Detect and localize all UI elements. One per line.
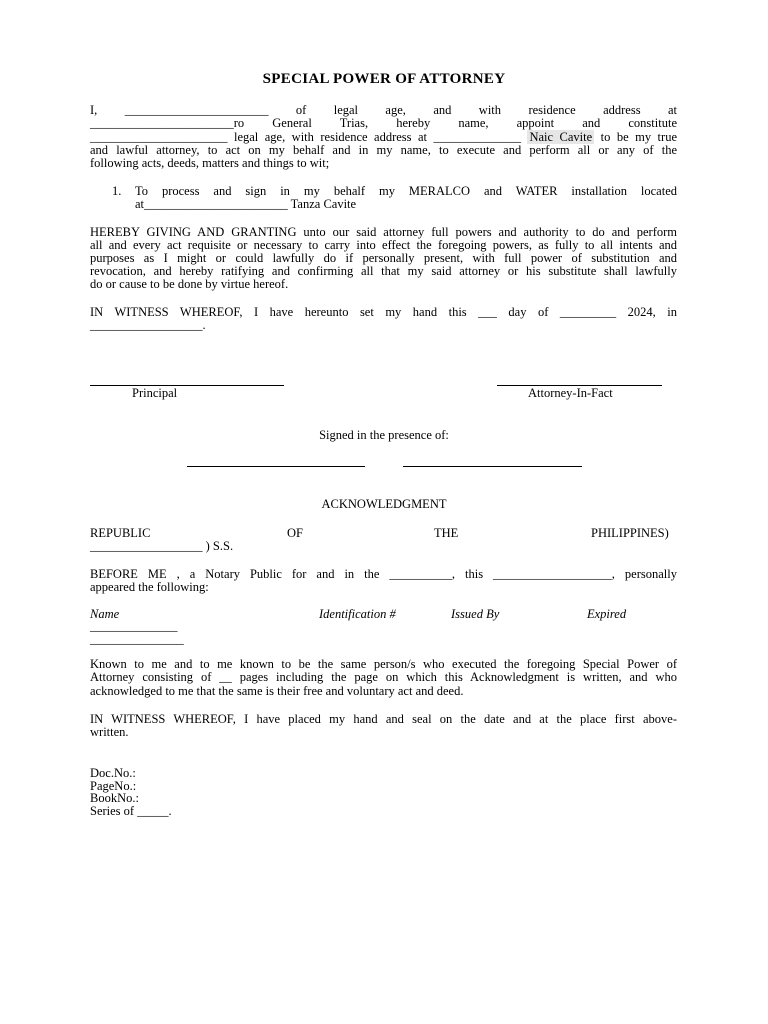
residence-highlight: Naic Cavite <box>529 130 593 144</box>
granting-line-3: purposes as I might or could lawfully do if personally present, with full power of substitution and <box>90 251 677 265</box>
known-line-2: Attorney consisting of __ pages including the page on which this Acknowledgment is written, and who <box>90 670 677 684</box>
table-header-name: Name <box>90 607 120 621</box>
republic-word: REPUBLIC <box>90 526 151 540</box>
acknowledgment-heading: ACKNOWLEDGMENT <box>321 497 447 511</box>
before-line-1: BEFORE ME , a Notary Public for and in the __________, this ___________________, personally <box>90 567 677 581</box>
known-line-1: Known to me and to me known to be the same person/s who executed the foregoing Special Power of <box>90 657 677 671</box>
granting-line-4: revocation, and hereby ratifying and confirming all that my said attorney or his substitute shall lawfully <box>90 264 677 278</box>
item-1-line-1: To process and sign in my behalf my MERALCO and WATER installation located <box>135 184 677 198</box>
of-word: OF <box>287 526 303 540</box>
principal-signature-line <box>90 385 284 386</box>
table-header-identification: Identification # <box>319 607 396 621</box>
intro-line-2: _______________________ro General Trias, hereby name, appoint and constitute <box>90 116 677 130</box>
the-word: THE <box>434 526 459 540</box>
known-line-3: acknowledged to me that the same is their free and voluntary act and deed. <box>90 684 464 698</box>
before-line-2: appeared the following: <box>90 580 209 594</box>
name-blank-2: _______________ <box>90 632 184 646</box>
intro-line-5: following acts, deeds, matters and things to wit; <box>90 156 330 170</box>
intro-line-4: and lawful attorney, to act on my behalf and in my name, to execute and perform all or any of the <box>90 143 677 157</box>
philippines-word: PHILIPPINES) <box>591 526 669 540</box>
witness-line-1: IN WITNESS WHEREOF, I have hereunto set my hand this ___ day of _________ 2024, in <box>90 305 677 319</box>
witness-signature-line-1 <box>187 466 365 467</box>
table-header-expired: Expired <box>587 607 627 621</box>
name-blank-1: ______________ <box>90 619 178 633</box>
item-1-number: 1. <box>112 184 122 198</box>
book-no-label: BookNo.: <box>90 791 139 805</box>
document-title: SPECIAL POWER OF ATTORNEY <box>262 71 506 87</box>
intro-line-1: I, _______________________ of legal age, and with residence address at <box>90 103 677 117</box>
doc-no-label: Doc.No.: <box>90 766 136 780</box>
attorney-label: Attorney-In-Fact <box>528 386 613 400</box>
granting-line-2: all and every act requisite or necessary to carry into effect the foregoing powers, as fully to all intents and <box>90 238 677 252</box>
page-no-label: PageNo.: <box>90 779 137 793</box>
witness-signature-line-2 <box>403 466 582 467</box>
principal-label: Principal <box>132 386 178 400</box>
ack-witness-line-1: IN WITNESS WHEREOF, I have placed my hand and seal on the date and at the place first above- <box>90 712 677 726</box>
item-1-line-2: at_______________________ Tanza Cavite <box>135 197 357 211</box>
presence-text: Signed in the presence of: <box>319 428 449 442</box>
granting-line-5: do or cause to be done by virtue hereof. <box>90 277 289 291</box>
table-header-issued-by: Issued By <box>451 607 500 621</box>
ack-witness-line-2: written. <box>90 725 129 739</box>
intro-line-3-start: ______________________ legal age, with residence address at ______________ <box>90 130 528 144</box>
witness-line-2: __________________. <box>90 318 206 332</box>
ss-line: __________________ ) S.S. <box>90 539 234 553</box>
series-label: Series of _____. <box>90 804 172 818</box>
granting-line-1: HEREBY GIVING AND GRANTING unto our said attorney full powers and authority to do and perform <box>90 225 677 239</box>
intro-line-3-end: to be my true <box>594 130 677 144</box>
